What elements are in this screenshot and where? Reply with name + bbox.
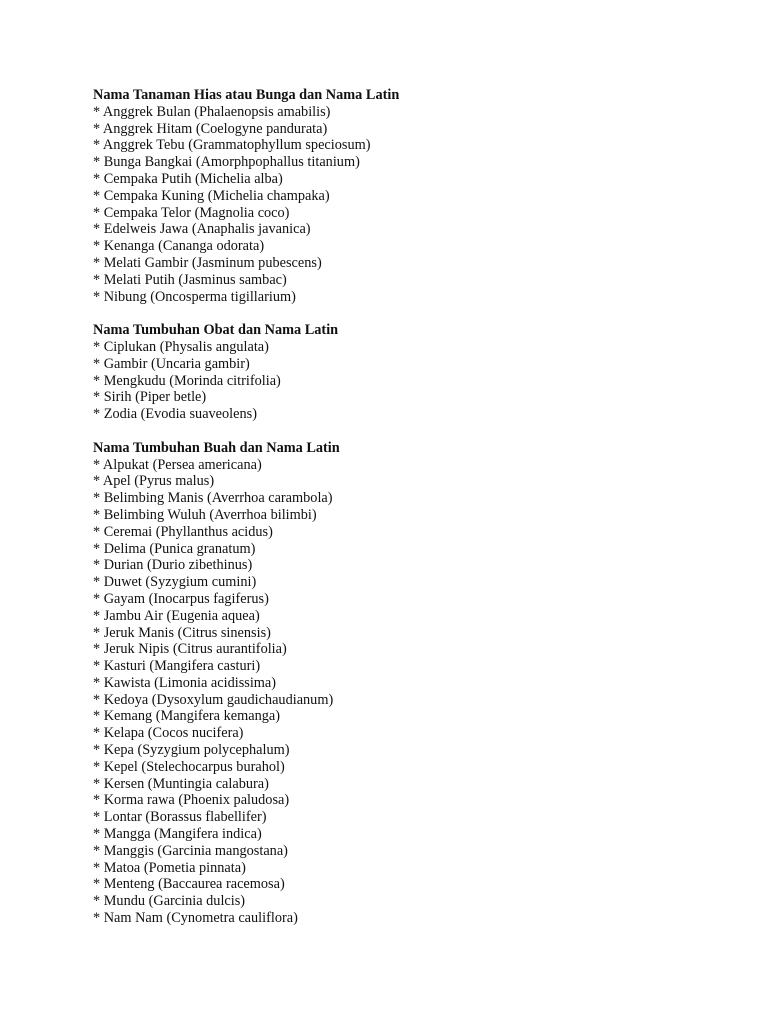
list-item: * Cempaka Kuning (Michelia champaka) bbox=[93, 187, 330, 204]
list-item: * Ciplukan (Physalis angulata) bbox=[93, 338, 269, 355]
list-item: * Lontar (Borassus flabellifer) bbox=[93, 809, 267, 826]
list-item: * Jeruk Nipis (Citrus aurantifolia) bbox=[93, 641, 287, 658]
list-item: * Nam Nam (Cynometra cauliflora) bbox=[93, 910, 298, 927]
list-item: * Kenanga (Cananga odorata) bbox=[93, 238, 265, 255]
list-item: * Melati Gambir (Jasminum pubescens) bbox=[93, 254, 322, 271]
list-item: * Durian (Durio zibethinus) bbox=[93, 557, 253, 574]
plant-list bbox=[93, 104, 733, 306]
list-item: * Bunga Bangkai (Amorphpophallus titanium) bbox=[93, 154, 360, 171]
section-medicinal-plants bbox=[93, 322, 733, 423]
list-item: * Nibung (Oncosperma tigillarium) bbox=[93, 288, 296, 305]
list-item: * Ceremai (Phyllanthus acidus) bbox=[93, 523, 273, 540]
document-page bbox=[93, 87, 733, 927]
list-item: * Delima (Punica granatum) bbox=[93, 540, 256, 557]
list-item: * Mangga (Mangifera indica) bbox=[93, 826, 262, 843]
list-item: * Belimbing Wuluh (Averrhoa bilimbi) bbox=[93, 506, 317, 523]
list-item: * Kedoya (Dysoxylum gaudichaudianum) bbox=[93, 691, 334, 708]
list-item: * Kelapa (Cocos nucifera) bbox=[93, 725, 244, 742]
list-item: * Manggis (Garcinia mangostana) bbox=[93, 842, 288, 859]
section-heading: Nama Tanaman Hias atau Bunga dan Nama Latin bbox=[93, 87, 400, 103]
list-item: * Duwet (Syzygium cumini) bbox=[93, 574, 257, 591]
list-item: * Cempaka Putih (Michelia alba) bbox=[93, 170, 283, 187]
list-item: * Mengkudu (Morinda citrifolia) bbox=[93, 372, 281, 389]
list-item: * Anggrek Tebu (Grammatophyllum speciosum) bbox=[93, 137, 371, 154]
list-item: * Kawista (Limonia acidissima) bbox=[93, 674, 277, 691]
section-heading: Nama Tumbuhan Obat dan Nama Latin bbox=[93, 322, 339, 339]
list-item: * Belimbing Manis (Averrhoa carambola) bbox=[93, 490, 333, 507]
section-heading: Nama Tumbuhan Buah dan Nama Latin bbox=[93, 439, 340, 456]
list-item: * Menteng (Baccaurea racemosa) bbox=[93, 876, 285, 893]
list-item: * Kemang (Mangifera kemanga) bbox=[93, 708, 280, 725]
section-ornamental-plants bbox=[93, 87, 733, 305]
list-item: * Edelweis Jawa (Anaphalis javanica) bbox=[93, 221, 311, 238]
list-item: * Zodia (Evodia suaveolens) bbox=[93, 406, 257, 423]
list-item: * Jeruk Manis (Citrus sinensis) bbox=[93, 624, 271, 641]
list-item: * Jambu Air (Eugenia aquea) bbox=[93, 607, 260, 624]
list-item: * Gayam (Inocarpus fagiferus) bbox=[93, 590, 269, 607]
plant-list bbox=[93, 457, 733, 927]
list-item: * Kasturi (Mangifera casturi) bbox=[93, 658, 261, 675]
list-item: * Matoa (Pometia pinnata) bbox=[93, 859, 246, 876]
list-item: * Kersen (Muntingia calabura) bbox=[93, 775, 269, 792]
list-item: * Mundu (Garcinia dulcis) bbox=[93, 893, 246, 910]
list-item: * Kepel (Stelechocarpus burahol) bbox=[93, 758, 285, 775]
plant-list bbox=[93, 339, 733, 423]
list-item: * Cempaka Telor (Magnolia coco) bbox=[93, 204, 290, 221]
list-item: * Kepa (Syzygium polycephalum) bbox=[93, 742, 290, 759]
list-item: * Korma rawa (Phoenix paludosa) bbox=[93, 792, 290, 809]
list-item: * Anggrek Bulan (Phalaenopsis amabilis) bbox=[93, 103, 331, 120]
list-item: * Apel (Pyrus malus) bbox=[93, 473, 215, 490]
list-item: * Gambir (Uncaria gambir) bbox=[93, 355, 250, 372]
list-item: * Sirih (Piper betle) bbox=[93, 389, 207, 406]
list-item: * Anggrek Hitam (Coelogyne pandurata) bbox=[93, 120, 328, 137]
list-item: * Alpukat (Persea americana) bbox=[93, 456, 262, 473]
list-item: * Melati Putih (Jasminus sambac) bbox=[93, 271, 287, 288]
section-fruit-plants bbox=[93, 440, 733, 927]
